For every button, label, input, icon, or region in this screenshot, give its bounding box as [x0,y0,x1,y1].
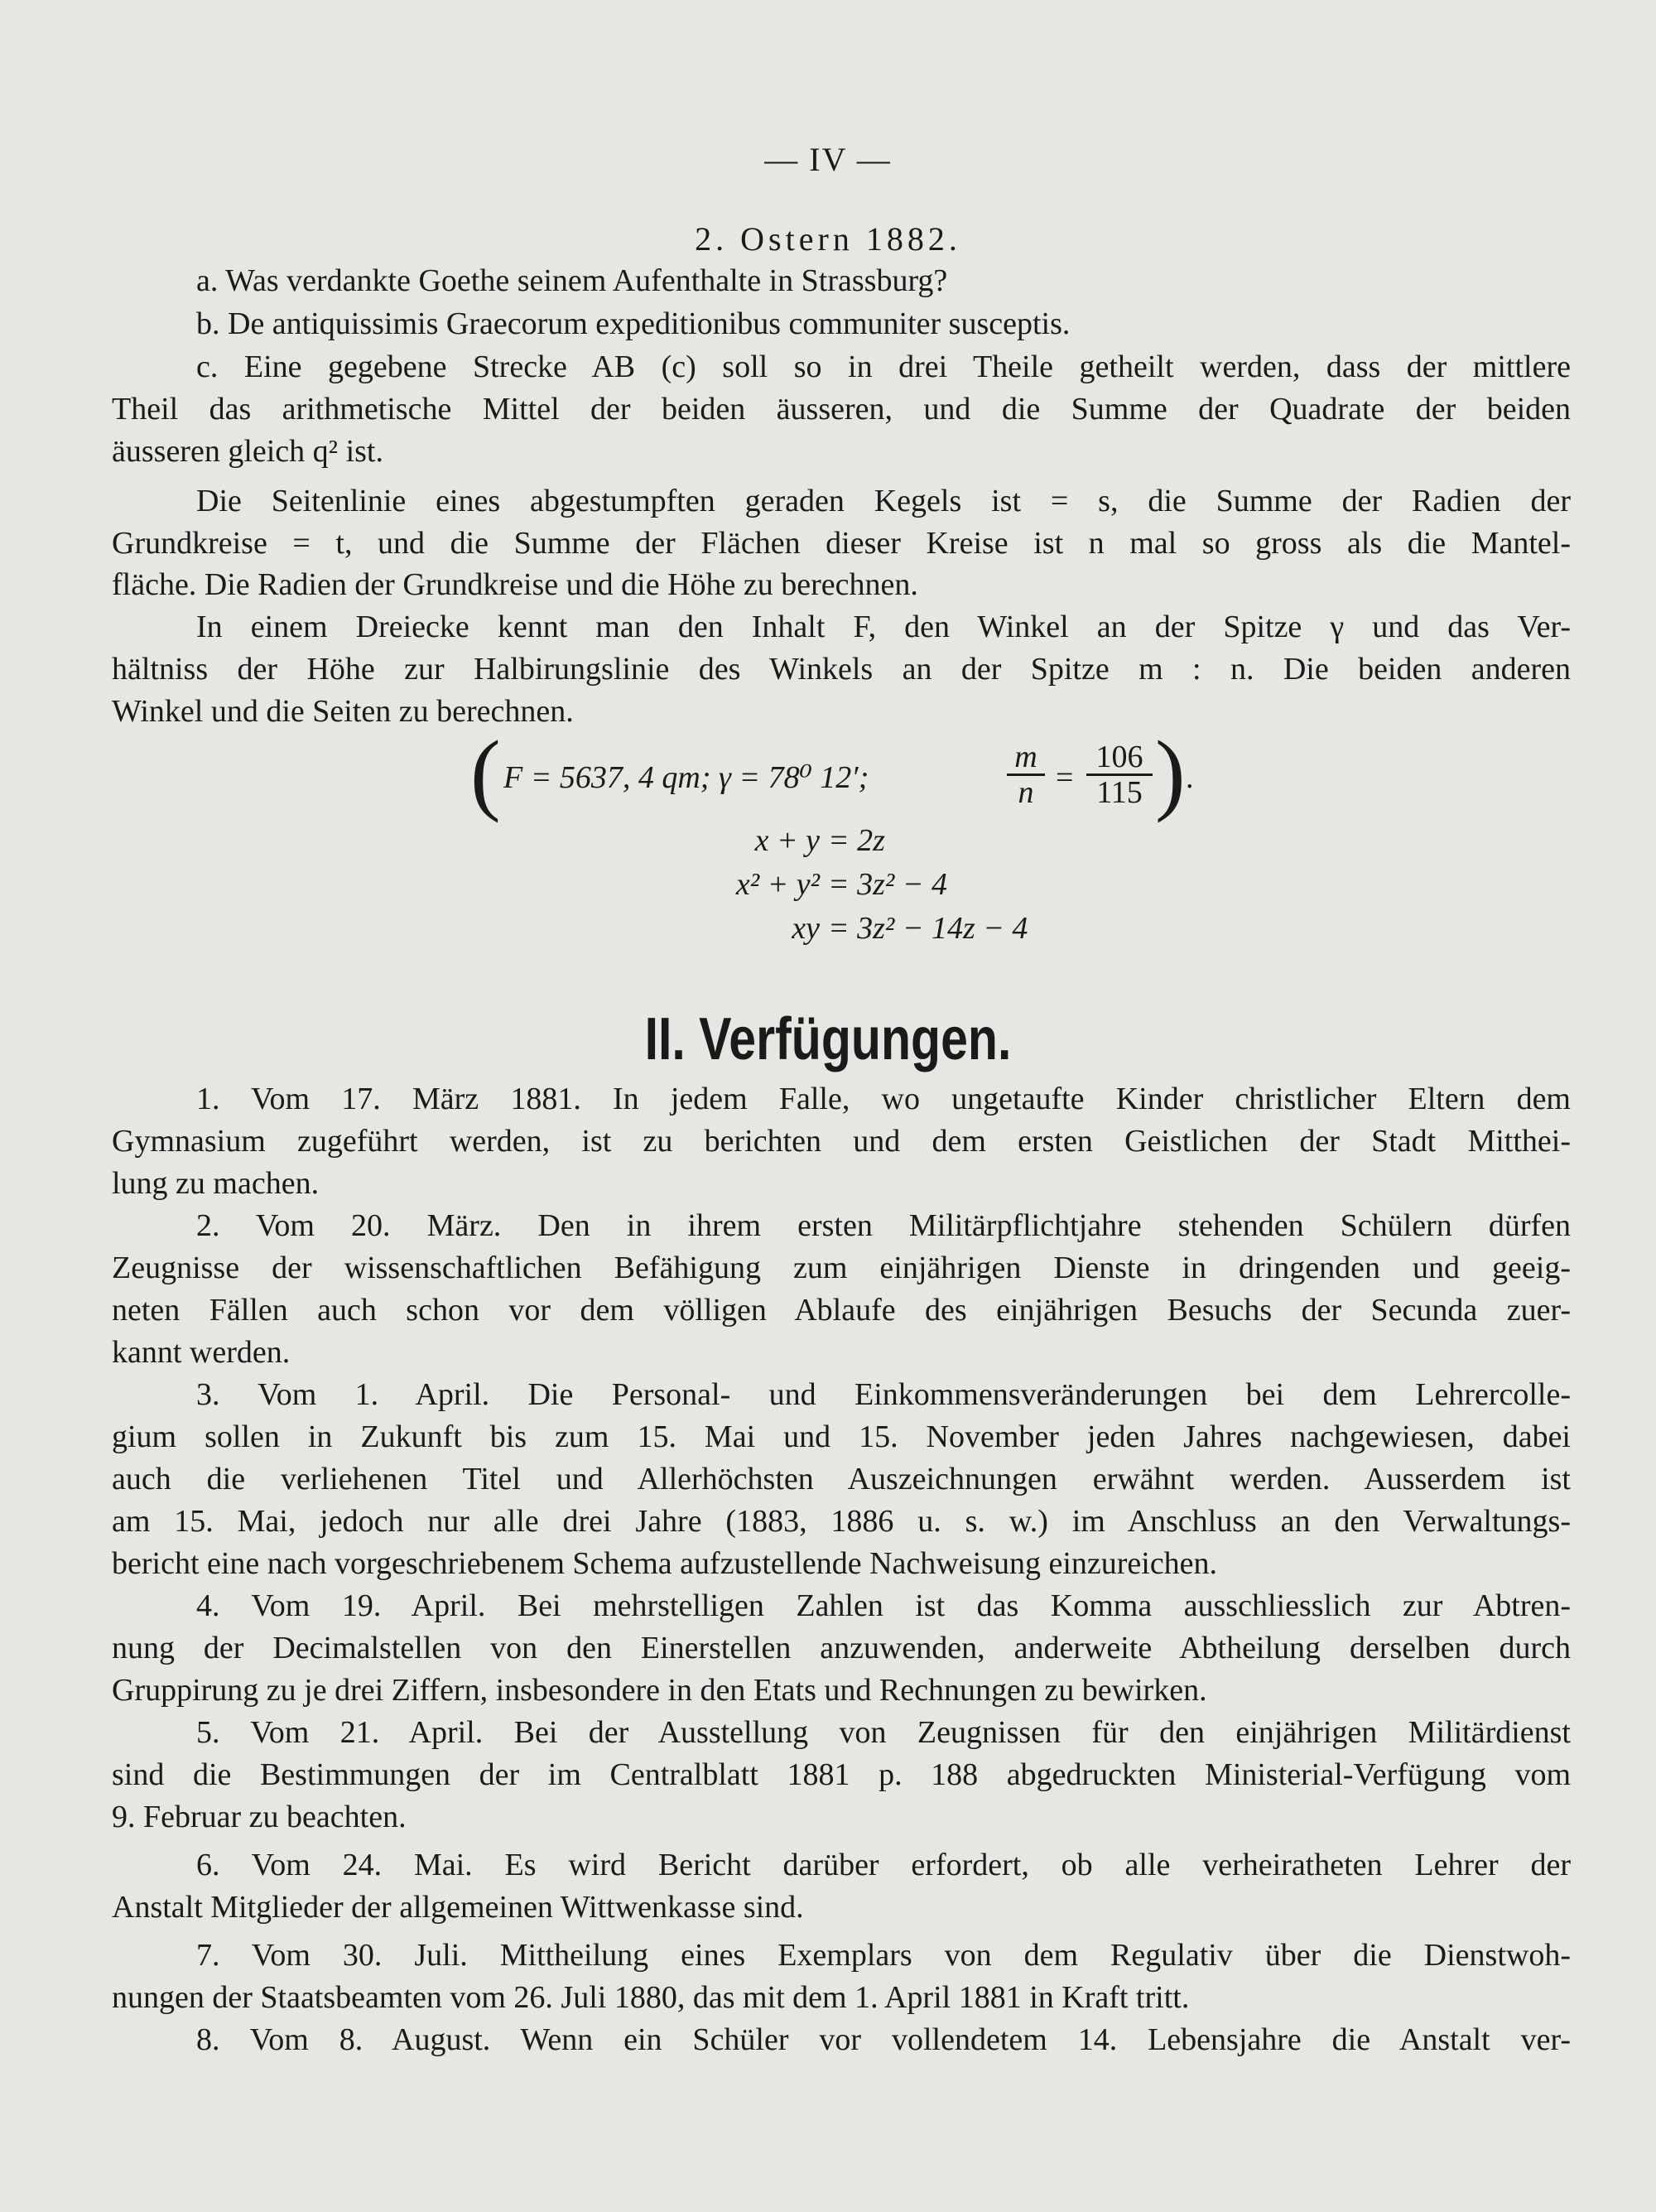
equation-rhs: = 3z² − 4 [828,867,947,902]
equation-lhs: xy [792,911,820,946]
verfuegung-line: Gruppirung zu je drei Ziffern, insbesondere in den Etats und Rechnungen zu bewirken. [112,1673,1207,1708]
equation-rhs: = 3z² − 14z − 4 [828,911,1028,946]
verfuegung-line: nung der Decimalstellen von den Einerstellen anzuwenden, anderweite Abtheilung derselben durch [112,1631,1571,1665]
dreieck-line: hältniss der Höhe zur Halbirungslinie des Winkels an der Spitze m : n. Die beiden anderen [112,652,1571,687]
page-number: — IV — [764,141,892,178]
verfuegung-line: Anstalt Mitglieder der allgemeinen Wittwenkasse sind. [112,1890,804,1925]
verfuegung-line: 5. Vom 21. April. Bei der Ausstellung von Zeugnissen für den einjährigen Militärdienst [196,1715,1571,1750]
topic-c-line: Theil das arithmetische Mittel der beiden äusseren, und die Summe der Quadrate der beiden [112,392,1571,426]
formula-equals: = [1056,760,1074,795]
formula-period: . [1186,760,1194,795]
topic-c-line: c. Eine gegebene Strecke AB (c) soll so in drei Theile getheilt werden, dass der mittlere [196,349,1571,384]
fraction-106-115: $\frac{106}{115}$ [1086,740,1153,809]
fraction-m-n: $\frac{m}{n}$ [1007,740,1045,809]
equation-lhs: x² + y² [735,867,820,902]
verfuegung-line: 7. Vom 30. Juli. Mittheilung eines Exemplars von dem Regulativ über die Dienstwoh- [196,1938,1571,1973]
verfuegung-line: sind die Bestimmungen der im Centralblatt 1881 p. 188 abgedruckten Ministerial-Verfügung vom [112,1757,1571,1792]
verfuegung-line: auch die verliehenen Titel und Allerhöchsten Auszeichnungen erwähnt werden. Ausserdem ist [112,1462,1571,1496]
verfuegung-line: 2. Vom 20. März. Den in ihrem ersten Militärpflichtjahre stehenden Schülern dürfen [196,1208,1571,1243]
verfuegung-line: 8. Vom 8. August. Wenn ein Schüler vor vollendetem 14. Lebensjahre die Anstalt ver- [196,2022,1571,2057]
verfuegung-line: nungen der Staatsbeamten vom 26. Juli 1880, das mit dem 1. April 1881 in Kraft tritt. [112,1980,1190,2015]
verfuegung-line: 3. Vom 1. April. Die Personal- und Einkommensveränderungen bei dem Lehrercolle- [196,1377,1571,1412]
verfuegung-line: 9. Februar zu beachten. [112,1800,407,1834]
dreieck-line: In einem Dreiecke kennt man den Inhalt F, den Winkel an der Spitze γ und das Ver- [196,610,1571,644]
verfuegung-line: 4. Vom 19. April. Bei mehrstelligen Zahlen ist das Komma ausschliesslich zur Abtren- [196,1588,1571,1623]
kegel-line: Die Seitenlinie eines abgestumpften geraden Kegels ist = s, die Summe der Radien der [196,484,1571,518]
equation-lhs: x + y [754,823,820,858]
verfuegung-line: lung zu machen. [112,1166,320,1201]
verfuegung-line: 6. Vom 24. Mai. Es wird Bericht darüber erfordert, ob alle verheiratheten Lehrer der [196,1848,1571,1882]
section-heading-verfuegungen: II. Verfügungen. [644,1006,1012,1072]
verfuegung-line: kannt werden. [112,1335,291,1370]
verfuegung-line: 1. Vom 17. März 1881. In jedem Falle, wo ungetaufte Kinder christlicher Eltern dem [196,1082,1571,1116]
topic-a: a. Was verdankte Goethe seinem Aufenthalte in Strassburg? [196,263,948,298]
right-paren: ) [1155,722,1186,823]
verfuegung-line: gium sollen in Zukunft bis zum 15. Mai und 15. November jeden Jahres nachgewiesen, dabei [112,1419,1571,1454]
verfuegung-line: am 15. Mai, jedoch nur alle drei Jahre (1883, 1886 u. s. w.) im Anschluss an den Verwaltungs- [112,1504,1571,1539]
kegel-line: Grundkreise = t, und die Summe der Flächen dieser Kreise ist n mal so gross als die Mantel- [112,526,1571,561]
exam-date-heading: 2. Ostern 1882. [695,220,961,258]
dreieck-line: Winkel und die Seiten zu berechnen. [112,694,574,729]
left-paren: ( [470,722,501,823]
verfuegung-line: neten Fällen auch schon vor dem völligen Ablaufe des einjährigen Besuchs der Secunda zuer- [112,1293,1571,1328]
topic-c-line: äusseren gleich q² ist. [112,434,383,469]
verfuegung-line: bericht eine nach vorgeschriebenem Schema aufzustellende Nachweisung einzureichen. [112,1546,1218,1581]
topic-b: b. De antiquissimis Graecorum expeditionibus communiter susceptis. [196,306,1071,341]
verfuegung-line: Gymnasium zugeführt werden, ist zu berichten und dem ersten Geistlichen der Stadt Mitthei- [112,1124,1571,1159]
kegel-line: fläche. Die Radien der Grundkreise und die Höhe zu berechnen. [112,567,918,602]
formula-main: F = 5637, 4 qm; γ = 78⁰ 12′; [503,760,869,795]
verfuegung-line: Zeugnisse der wissenschaftlichen Befähigung zum einjährigen Dienste in dringenden und geeig- [112,1251,1571,1285]
equation-rhs: = 2z [828,823,885,858]
